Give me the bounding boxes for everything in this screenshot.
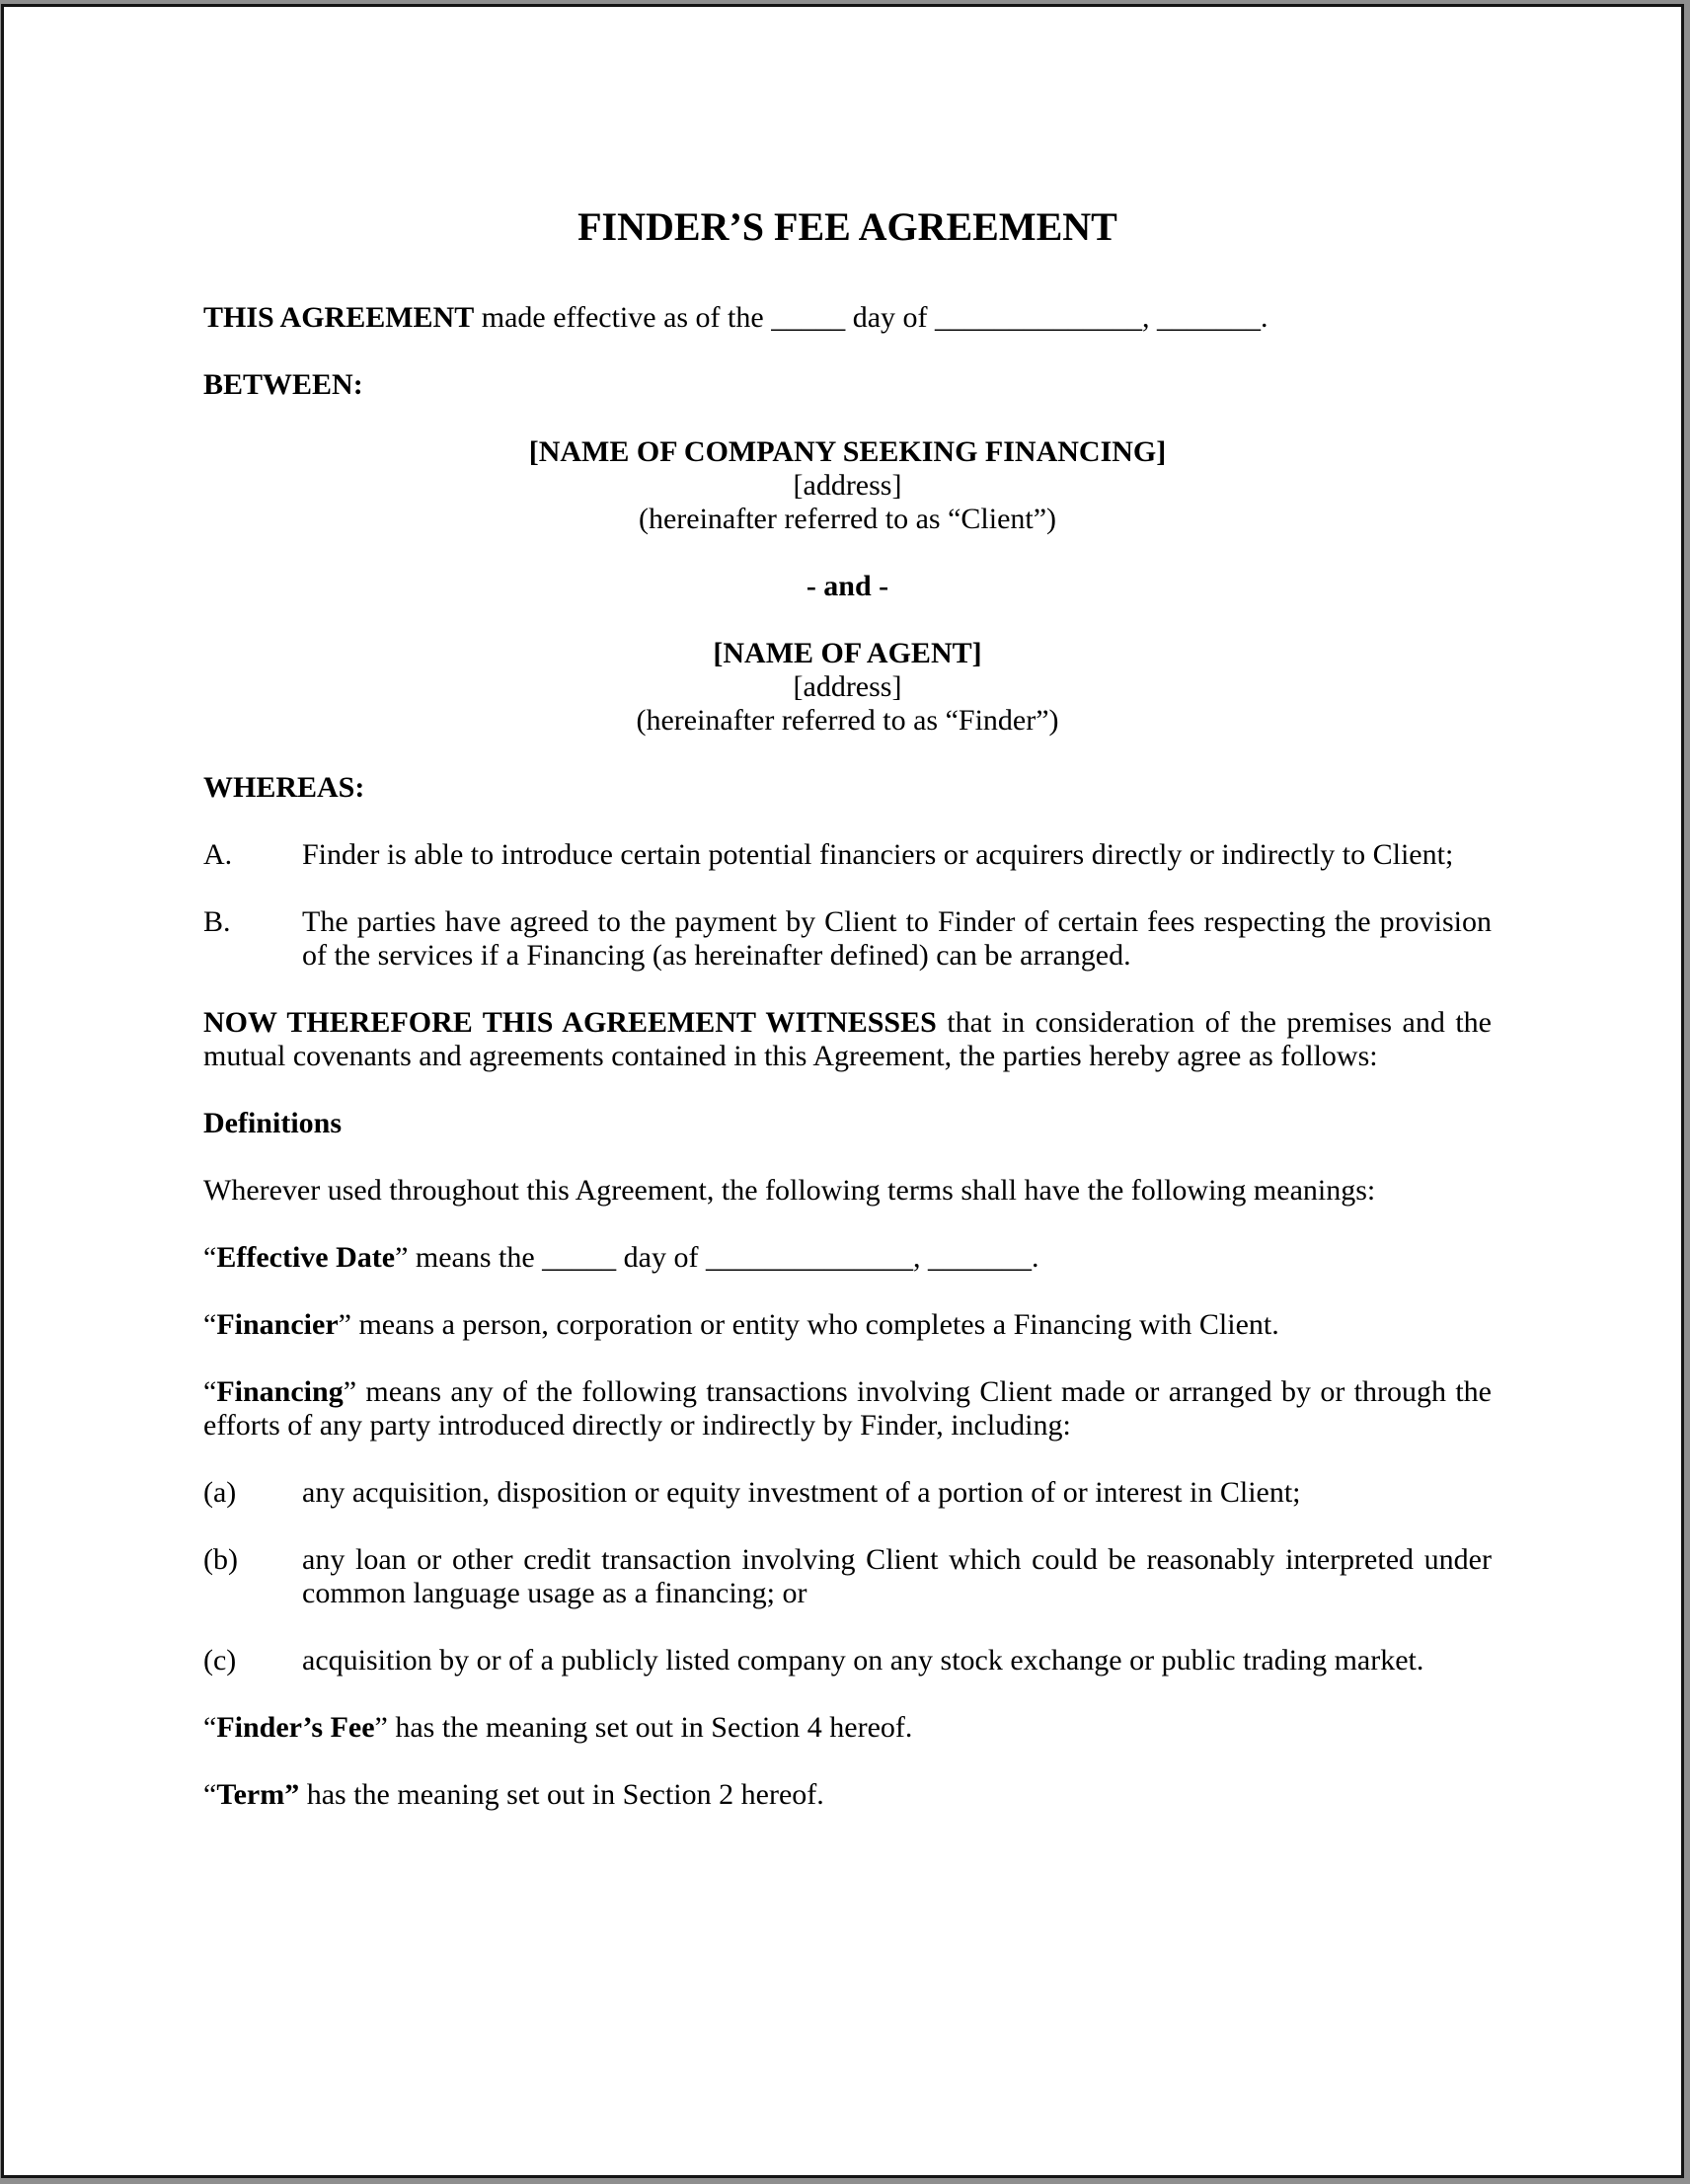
financing-item-b-label: (b): [203, 1543, 238, 1576]
now-therefore-paragraph: NOW THEREFORE THIS AGREEMENT WITNESSES that in consideration of the premises and the mutual covenants and agreements contained in this Agreement, the parties hereby agree as follows:: [203, 1006, 1492, 1072]
financing-item-a-text: any acquisition, disposition or equity investment of a portion of or interest in Client;: [302, 1476, 1301, 1509]
and-separator: - and -: [806, 570, 889, 602]
financing-item-a: [203, 1476, 1492, 1510]
recital-b: [203, 905, 1492, 973]
financing-item-b-text: any loan or other credit transaction involving Client which could be reasonably interpreted under common language usage as a financing; or: [302, 1543, 1492, 1609]
definition-financing: “Financing” means any of the following transactions involving Client made or arranged by or through the efforts of any party introduced directly or indirectly by Finder, including:: [203, 1375, 1492, 1442]
recital-a-text: Finder is able to introduce certain potential financiers or acquirers directly or indirectly to Client;: [302, 838, 1454, 871]
document-page: [1, 4, 1684, 2178]
definition-finders-fee: “Finder’s Fee” has the meaning set out in Section 4 hereof.: [203, 1711, 913, 1744]
recital-b-text: The parties have agreed to the payment by Client to Finder of certain fees respecting the provision of the services if a Financing (as hereinafter defined) can be arranged.: [302, 905, 1492, 972]
document-title: FINDER’S FEE AGREEMENT: [577, 204, 1117, 249]
definition-effective-date: “Effective Date” means the _____ day of ______________, _______.: [203, 1241, 1039, 1274]
financing-item-b: [203, 1543, 1492, 1610]
party-finder-block: [203, 637, 1492, 738]
party-finder-alias: (hereinafter referred to as “Finder”): [636, 704, 1059, 737]
party-client-name: [NAME OF COMPANY SEEKING FINANCING]: [528, 435, 1167, 468]
financing-item-c-label: (c): [203, 1644, 237, 1677]
financing-item-a-label: (a): [203, 1476, 237, 1509]
party-finder-name: [NAME OF AGENT]: [713, 637, 982, 669]
definition-financier: “Financier” means a person, corporation or entity who completes a Financing with Client.: [203, 1308, 1279, 1341]
recital-b-label: B.: [203, 905, 231, 938]
financing-item-c: [203, 1644, 1492, 1677]
party-client-block: [203, 435, 1492, 536]
financing-item-c-text: acquisition by or of a publicly listed company on any stock exchange or public trading market.: [302, 1644, 1424, 1677]
party-client-alias: (hereinafter referred to as “Client”): [638, 503, 1057, 535]
party-finder-address: [address]: [793, 670, 902, 703]
recital-a: [203, 838, 1492, 872]
document-content: [4, 7, 1681, 1812]
recital-a-label: A.: [203, 838, 233, 871]
intro-paragraph: THIS AGREEMENT made effective as of the _____ day of ______________, _______.: [203, 301, 1268, 334]
definitions-heading: Definitions: [203, 1107, 343, 1139]
definition-term: “Term” has the meaning set out in Section 2 hereof.: [203, 1778, 824, 1811]
between-label: BETWEEN:: [203, 368, 363, 401]
whereas-label: WHEREAS:: [203, 771, 365, 804]
party-client-address: [address]: [793, 469, 902, 502]
definitions-intro: Wherever used throughout this Agreement, the following terms shall have the following meanings:: [203, 1174, 1376, 1207]
